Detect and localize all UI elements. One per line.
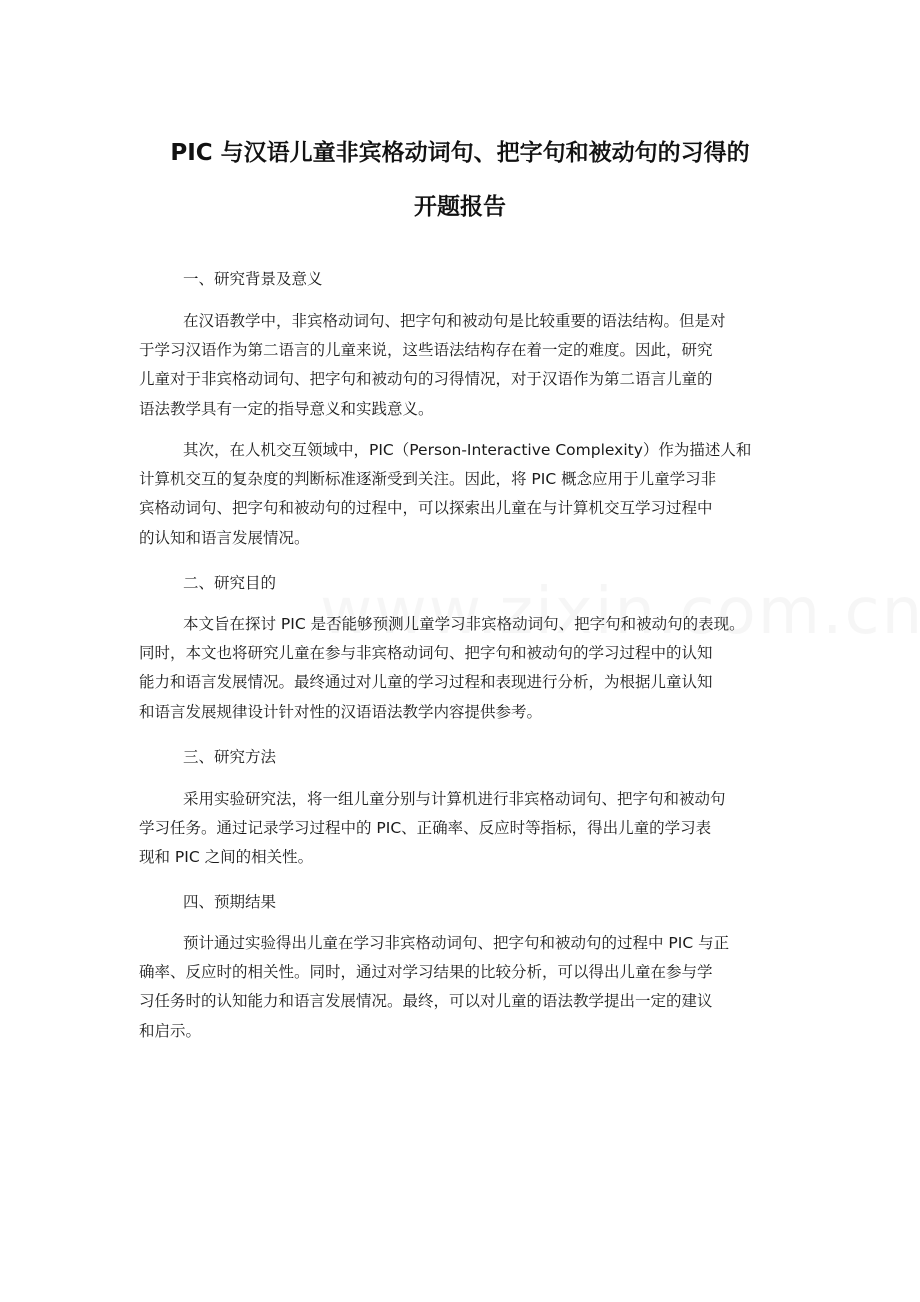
paragraph-line: 语法教学具有一定的指导意义和实践意义。 bbox=[139, 399, 434, 418]
section-heading-purpose: 二、研究目的 bbox=[183, 574, 277, 592]
section-heading-method: 三、研究方法 bbox=[183, 748, 277, 766]
paragraph-line: 采用实验研究法，将一组儿童分别与计算机进行非宾格动词句、把字句和被动句 bbox=[183, 790, 726, 808]
document-title-line-2: 开题报告 bbox=[414, 194, 506, 220]
paragraph-line: 预计通过实验得出儿童在学习非宾格动词句、把字句和被动句的过程中 PIC 与正 bbox=[183, 934, 730, 952]
paragraph-line: 本文旨在探讨 PIC 是否能够预测儿童学习非宾格动词句、把字句和被动句的表现。 bbox=[183, 615, 745, 633]
paragraph-line: 现和 PIC 之间的相关性。 bbox=[139, 848, 314, 867]
document-title-line-1: PIC 与汉语儿童非宾格动词句、把字句和被动句的习得的 bbox=[170, 140, 750, 166]
paragraph-background-1 bbox=[139, 307, 799, 424]
paragraph-line: 计算机交互的复杂度的判断标准逐渐受到关注。因此，将 PIC 概念应用于儿童学习非 bbox=[139, 470, 717, 489]
paragraph-purpose bbox=[139, 610, 799, 727]
paragraph-line: 能力和语言发展情况。最终通过对儿童的学习过程和表现进行分析，为根据儿童认知 bbox=[139, 673, 713, 692]
paragraph-line: 宾格动词句、把字句和被动句的过程中，可以探索出儿童在与计算机交互学习过程中 bbox=[139, 499, 713, 518]
paragraph-expected-results bbox=[139, 929, 799, 1046]
paragraph-line: 和启示。 bbox=[139, 1021, 202, 1040]
paragraph-line: 其次，在人机交互领域中，PIC（Person-Interactive Complexity）作为描述人和 bbox=[183, 441, 752, 459]
section-heading-expected-results: 四、预期结果 bbox=[183, 893, 277, 911]
paragraph-line: 学习任务。通过记录学习过程中的 PIC、正确率、反应时等指标，得出儿童的学习表 bbox=[139, 819, 712, 838]
paragraph-method bbox=[139, 785, 799, 873]
paragraph-line: 儿童对于非宾格动词句、把字句和被动句的习得情况，对于汉语作为第二语言儿童的 bbox=[139, 370, 713, 389]
paragraph-background-2 bbox=[139, 436, 799, 553]
paragraph-line: 同时，本文也将研究儿童在参与非宾格动词句、把字句和被动句的学习过程中的认知 bbox=[139, 644, 713, 663]
paragraph-line: 在汉语教学中，非宾格动词句、把字句和被动句是比较重要的语法结构。但是对 bbox=[183, 312, 726, 330]
paragraph-line: 于学习汉语作为第二语言的儿童来说，这些语法结构存在着一定的难度。因此，研究 bbox=[139, 341, 713, 360]
paragraph-line: 和语言发展规律设计针对性的汉语语法教学内容提供参考。 bbox=[139, 702, 543, 721]
section-heading-background: 一、研究背景及意义 bbox=[183, 270, 323, 288]
paragraph-line: 习任务时的认知能力和语言发展情况。最终，可以对儿童的语法教学提出一定的建议 bbox=[139, 992, 713, 1011]
paragraph-line: 的认知和语言发展情况。 bbox=[139, 528, 310, 547]
paragraph-line: 确率、反应时的相关性。同时，通过对学习结果的比较分析，可以得出儿童在参与学 bbox=[139, 963, 713, 982]
